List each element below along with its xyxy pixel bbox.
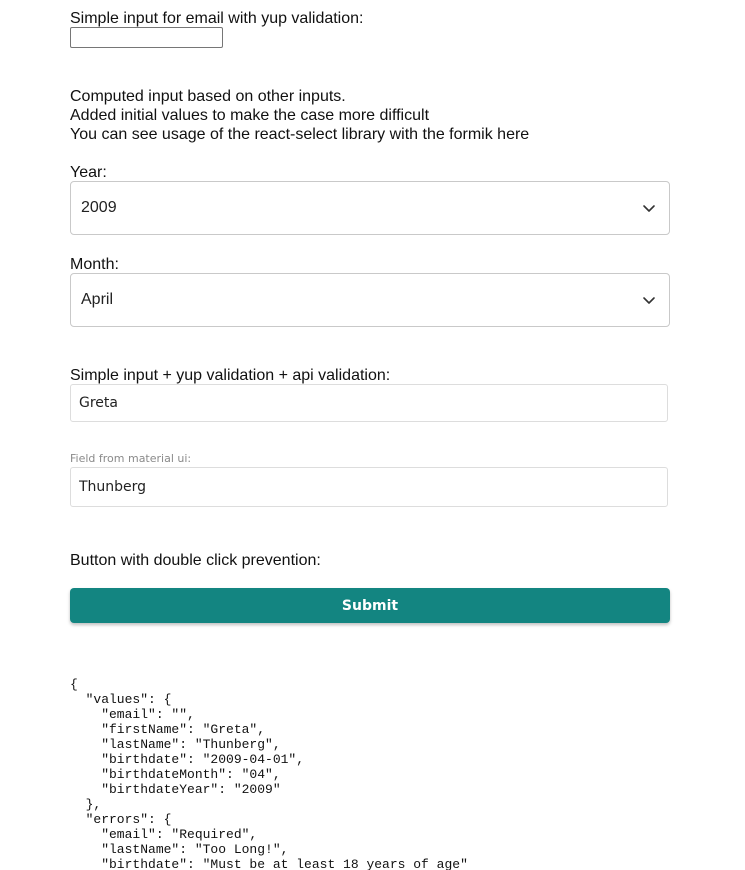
- computed-description-line-2: Added initial values to make the case more difficult: [70, 107, 430, 124]
- computed-description-line-1: Computed input based on other inputs.: [70, 88, 346, 105]
- month-select-value: April: [81, 291, 114, 308]
- email-input[interactable]: [70, 27, 223, 48]
- first-name-label: Simple input + yup validation + api validation:: [70, 367, 391, 384]
- year-select[interactable]: [70, 181, 670, 235]
- first-name-input[interactable]: [70, 384, 668, 422]
- email-label: Simple input for email with yup validation:: [70, 10, 364, 27]
- chevron-down-icon[interactable]: [641, 200, 657, 216]
- chevron-down-icon[interactable]: [641, 292, 657, 308]
- month-label: Month:: [70, 256, 119, 273]
- computed-description-line-3: You can see usage of the react-select library with the formik here: [70, 126, 530, 143]
- year-select-value: 2009: [81, 199, 117, 216]
- form-state-json: { "values": { "email": "", "firstName": "Greta", "lastName": "Thunberg", "birthdate": "2009-04-01", "birthdateMonth": "04", "birthdateYear": "2009" }, "errors": { "email": "Required", "lastName": "Too Long!", "birthdate": "Must be at least 18 years of age": [70, 677, 468, 870]
- year-label: Year:: [70, 164, 107, 181]
- last-name-input[interactable]: [70, 467, 668, 507]
- month-select[interactable]: [70, 273, 670, 327]
- submit-button[interactable]: Submit: [70, 588, 670, 623]
- last-name-label: Field from material ui:: [70, 452, 192, 465]
- button-section-label: Button with double click prevention:: [70, 552, 321, 569]
